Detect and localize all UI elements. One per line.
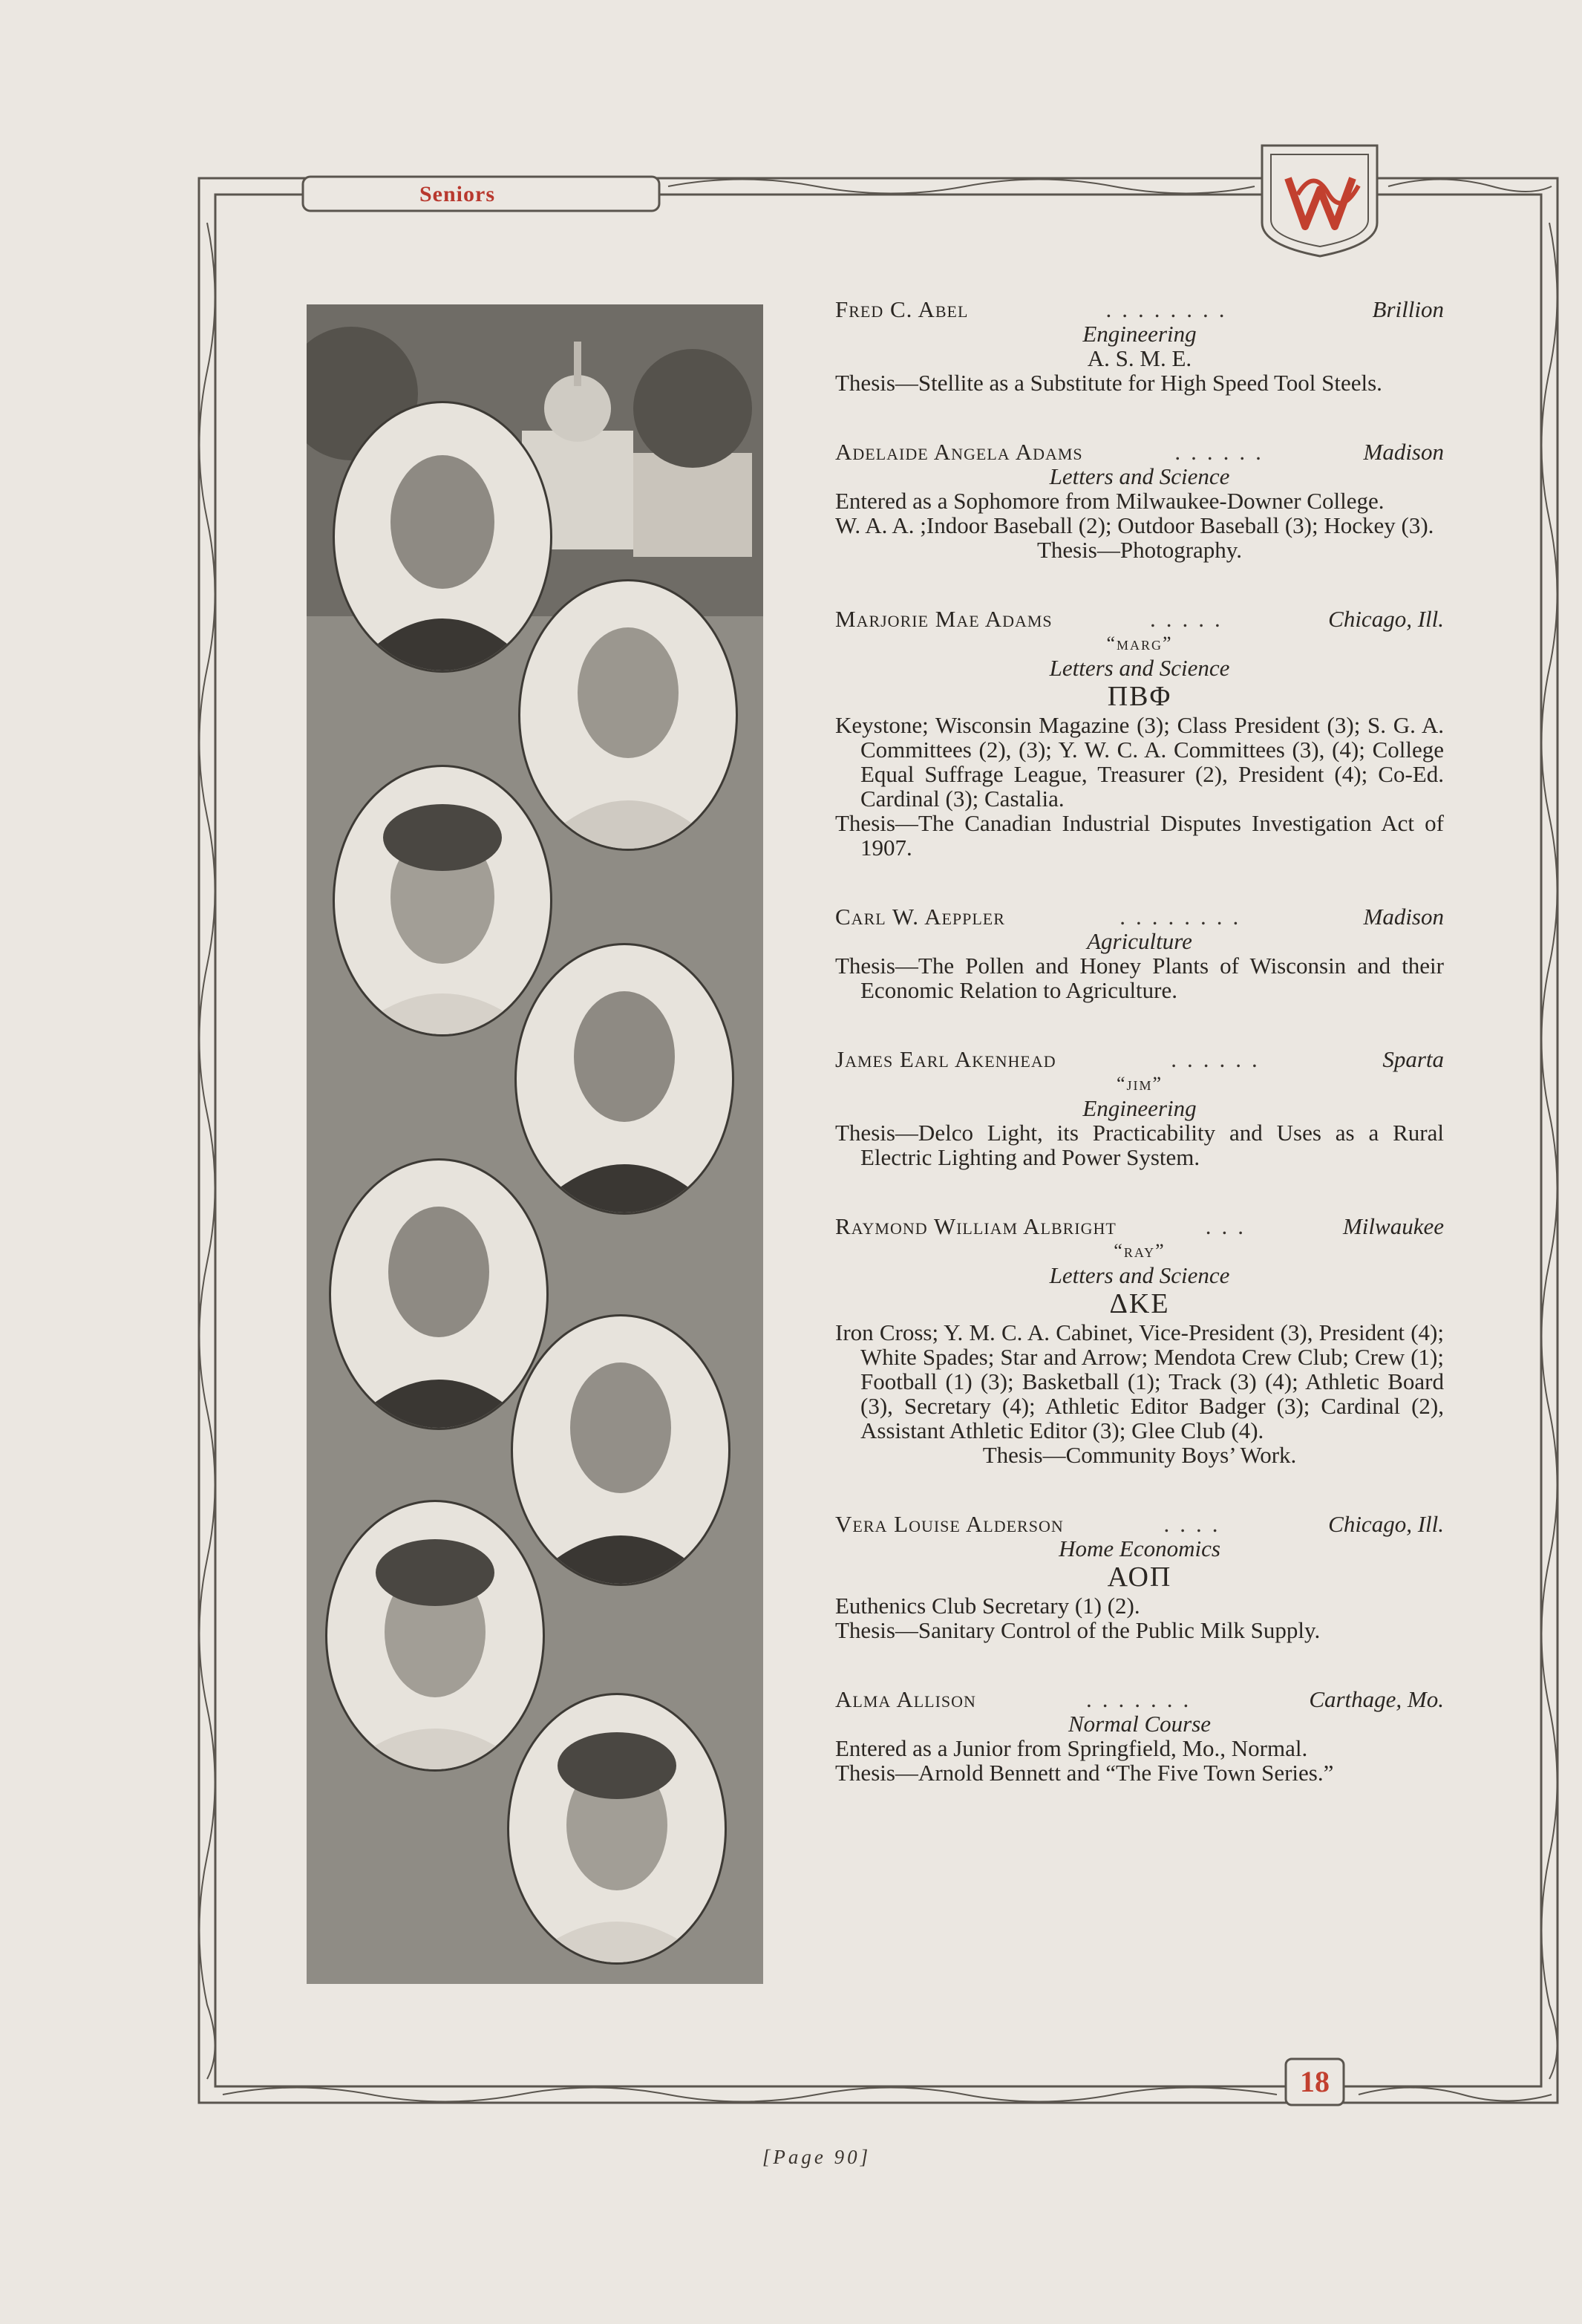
course: Letters and Science bbox=[1049, 463, 1230, 489]
hometown: Madison bbox=[1363, 439, 1444, 465]
portrait-1 bbox=[333, 401, 552, 673]
hometown: Madison bbox=[1363, 904, 1444, 930]
student-name: Adelaide Angela Adams bbox=[835, 439, 1083, 465]
page-number: [Page 90] bbox=[762, 2146, 872, 2168]
hometown: Chicago, Ill. bbox=[1328, 606, 1444, 632]
entry-line: Keystone; Wisconsin Magazine (3); Class President (3); S. G. A. Committees (2), (3); Y. W. C. A. Committees (3), (4); College Equal Suffrage League, Treasurer (2), President (4); Co-Ed. Cardinal (3); Castalia. bbox=[835, 712, 1444, 812]
hometown: Carthage, Mo. bbox=[1309, 1686, 1444, 1712]
entry-line: Iron Cross; Y. M. C. A. Cabinet, Vice-President (3), President (4); White Spades; Star and Arrow; Mendota Crew Club; Crew (1); Football (1) (3); Basketball (1); Track (3) (4); Athletic Board (3), Secretary (4); Athletic Editor Badger (3); Cardinal (2), Assistant Athletic Editor (3); Glee Club (4). bbox=[835, 1319, 1444, 1443]
course: Home Economics bbox=[1059, 1535, 1220, 1561]
entry-allison: Alma Allison ....... Carthage, Mo. Normal Course Entered as a Junior from Springfield, Mo., Normal. Thesis—Arnold Bennett and “The Five Town Series.” bbox=[835, 1686, 1444, 1786]
greek-letters: ΔΚΕ bbox=[1109, 1288, 1170, 1319]
course: Engineering bbox=[1082, 1095, 1197, 1121]
entry-adelaide-adams: Adelaide Angela Adams ...... Madison Letters and Science Entered as a Sophomore from Milwaukee-Downer College. W. A. A. ;Indoor Baseball (2); Outdoor Baseball (3); Hockey (3). Thesis—Photography. bbox=[835, 439, 1444, 563]
senior-entries bbox=[835, 297, 1444, 1830]
entry-line: W. A. A. ;Indoor Baseball (2); Outdoor Baseball (3); Hockey (3). bbox=[835, 512, 1434, 538]
student-name: James Earl Akenhead bbox=[835, 1046, 1056, 1072]
entry-line: Thesis—Arnold Bennett and “The Five Town Series.” bbox=[835, 1760, 1334, 1786]
nickname: “marg” bbox=[1106, 633, 1173, 654]
student-name: Raymond William Albright bbox=[835, 1213, 1117, 1239]
entry-line: Entered as a Junior from Springfield, Mo., Normal. bbox=[835, 1735, 1308, 1761]
hometown: Brillion bbox=[1372, 296, 1444, 322]
portrait-8 bbox=[507, 1693, 727, 1965]
nickname: “jim” bbox=[1116, 1073, 1163, 1094]
course: Agriculture bbox=[1087, 928, 1192, 954]
entry-line: Entered as a Sophomore from Milwaukee-Downer College. bbox=[835, 488, 1385, 514]
entry-line: Thesis—Stellite as a Substitute for High Speed Tool Steels. bbox=[835, 370, 1382, 396]
hometown: Milwaukee bbox=[1342, 1213, 1444, 1239]
portrait-6 bbox=[511, 1314, 730, 1586]
course: Letters and Science bbox=[1049, 655, 1230, 681]
entry-marjorie-adams: Marjorie Mae Adams ..... Chicago, Ill. “marg” Letters and Science ΠΒΦ Keystone; Wisconsin Magazine (3); Class President (3); S. G. A. Committees (2), (3); Y. W. C. A. Committees (3), (4); College Equal Suffrage League, Treasurer (2), President (4); Co-Ed. Cardinal (3); Castalia. Thesis—The Canadian Industrial Disputes Investigation Act of 1907. bbox=[835, 606, 1444, 861]
greek-letters: ΠΒΦ bbox=[1107, 681, 1172, 712]
entry-line: Thesis—Sanitary Control of the Public Milk Supply. bbox=[835, 1617, 1321, 1643]
class-year-badge: 18 bbox=[1300, 2065, 1330, 2098]
section-title: Seniors bbox=[419, 182, 496, 206]
entry-aeppler: Carl W. Aeppler ........ Madison Agriculture Thesis—The Pollen and Honey Plants of Wisconsin and their Economic Relation to Agriculture. bbox=[835, 904, 1444, 1003]
student-name: Fred C. Abel bbox=[835, 296, 969, 322]
society: A. S. M. E. bbox=[1087, 345, 1192, 371]
thesis: Thesis—Photography. bbox=[1036, 537, 1243, 563]
greek-letters: ΑΟΠ bbox=[1107, 1561, 1172, 1593]
hometown: Sparta bbox=[1382, 1046, 1444, 1072]
portrait-2 bbox=[518, 579, 738, 851]
student-name: Marjorie Mae Adams bbox=[835, 606, 1053, 632]
portrait-4 bbox=[514, 943, 734, 1215]
student-name: Carl W. Aeppler bbox=[835, 904, 1005, 930]
entry-line: Thesis—Delco Light, its Practicability and Uses as a Rural Electric Lighting and Power System. bbox=[835, 1120, 1444, 1170]
student-name: Vera Louise Alderson bbox=[835, 1511, 1064, 1537]
entry-line: Thesis—The Canadian Industrial Disputes Investigation Act of 1907. bbox=[835, 810, 1444, 861]
course: Engineering bbox=[1082, 321, 1197, 347]
entry-abel: Fred C. Abel ........ Brillion Engineering A. S. M. E. Thesis—Stellite as a Substitute for High Speed Tool Steels. bbox=[835, 296, 1444, 396]
entry-line: Thesis—The Pollen and Honey Plants of Wisconsin and their Economic Relation to Agriculture. bbox=[835, 953, 1444, 1003]
entry-albright: Raymond William Albright ... Milwaukee “ray” Letters and Science ΔΚΕ Iron Cross; Y. M. C. A. Cabinet, Vice-President (3), President (4); White Spades; Star and Arrow; Mendota Crew Club; Crew (1); Football (1) (3); Basketball (1); Track (3) (4); Athletic Board (3), Secretary (4); Athletic Editor Badger (3); Cardinal (2), Assistant Athletic Editor (3); Glee Club (4). Thesis—Community Boys’ Work. bbox=[835, 1213, 1444, 1468]
hometown: Chicago, Ill. bbox=[1328, 1511, 1444, 1537]
student-name: Alma Allison bbox=[835, 1686, 976, 1712]
portrait-strip bbox=[307, 304, 763, 1984]
entry-akenhead: James Earl Akenhead ...... Sparta “jim” Engineering Thesis—Delco Light, its Practicability and Uses as a Rural Electric Lighting and Power System. bbox=[835, 1046, 1444, 1170]
entry-line: Euthenics Club Secretary (1) (2). bbox=[835, 1593, 1140, 1619]
thesis: Thesis—Community Boys’ Work. bbox=[982, 1442, 1297, 1468]
entry-alderson: Vera Louise Alderson .... Chicago, Ill. Home Economics ΑΟΠ Euthenics Club Secretary (1) (2). Thesis—Sanitary Control of the Public Milk Supply. bbox=[835, 1511, 1444, 1643]
nickname: “ray” bbox=[1114, 1240, 1166, 1261]
course: Letters and Science bbox=[1049, 1262, 1230, 1288]
course: Normal Course bbox=[1068, 1711, 1212, 1737]
